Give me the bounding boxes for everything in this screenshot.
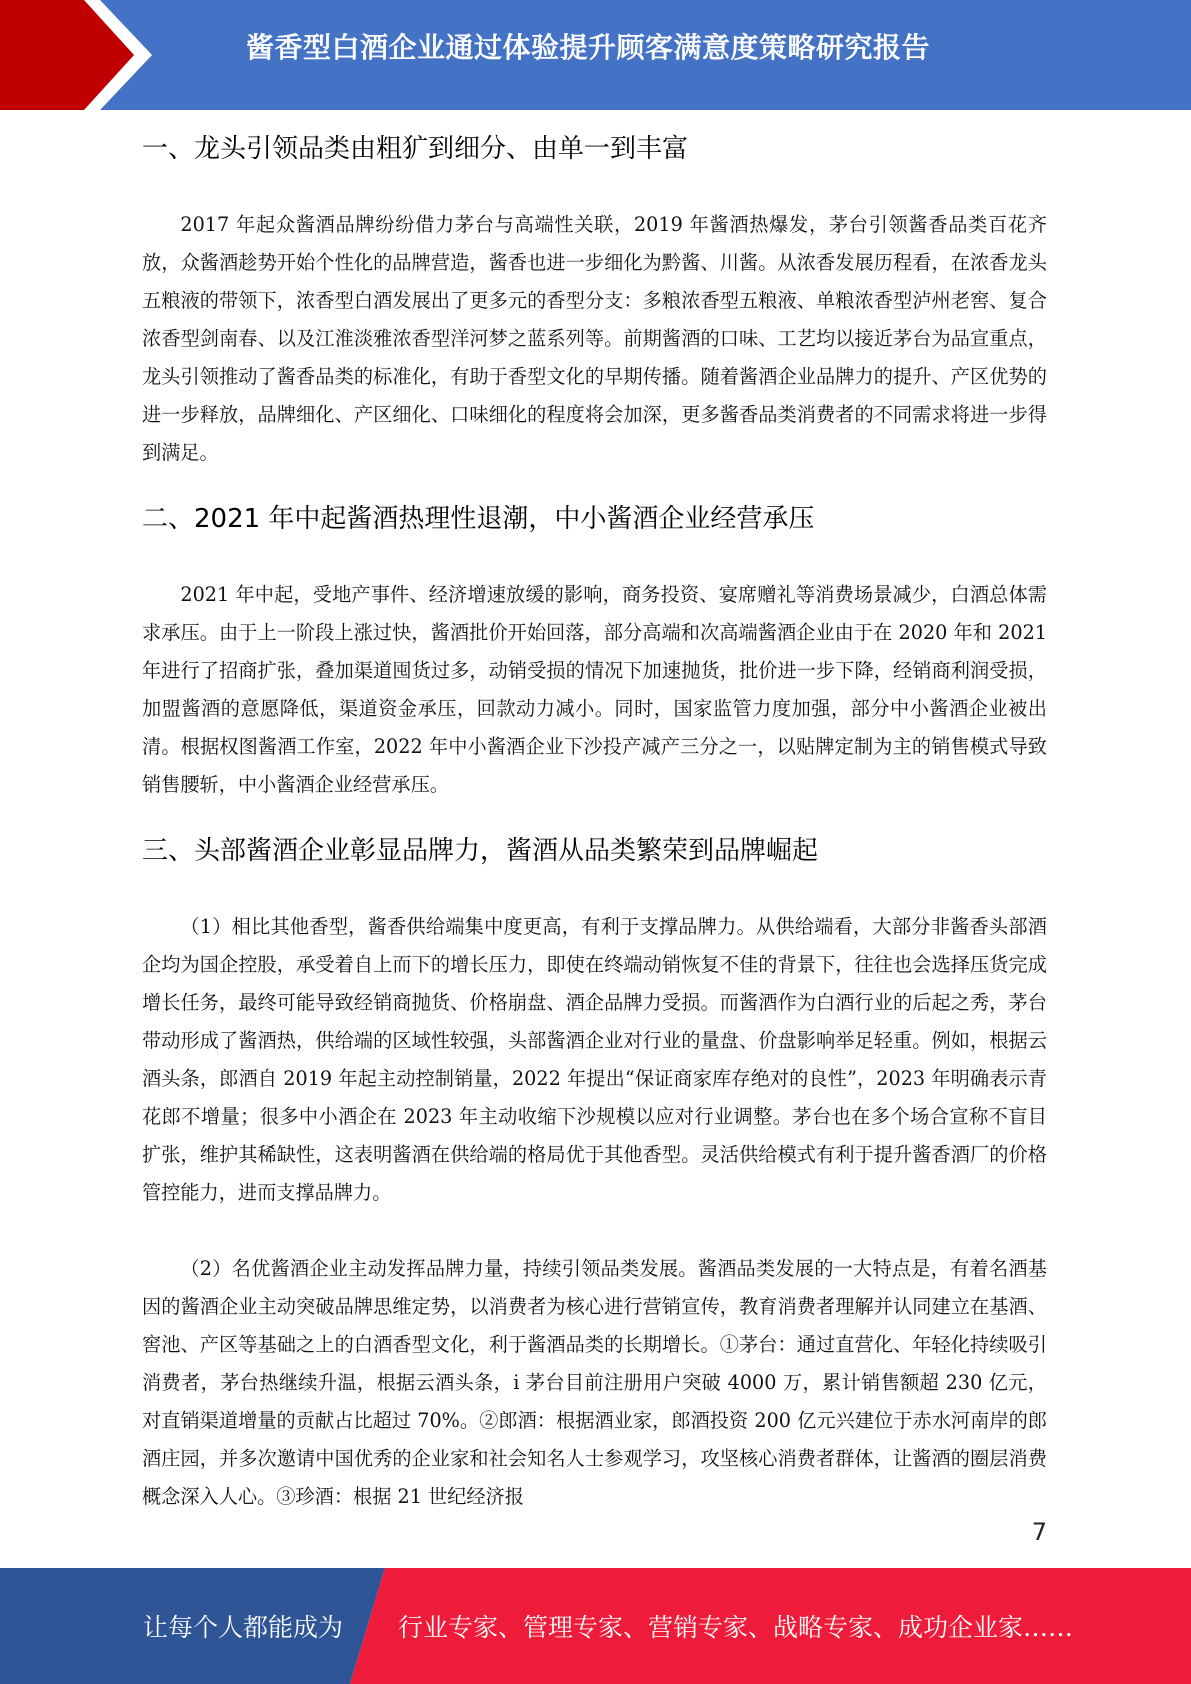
section-2-paragraph-1: 2021 年中起，受地产事件、经济增速放缓的影响，商务投资、宴席赠礼等消费场景减少，白酒总体需求承压。由于上一阶段上涨过快，酱酒批价开始回落，部分高端和次高端酱酒企业由于在 2020 年和 2021 年进行了招商扩张，叠加渠道囤货过多，动销受损的情况下加速抛货，批价进一步下降，经销商利润受损，加盟酱酒的意愿降低，渠道资金承压，回款动力减小。同时，国家监管力度加强，部分中小酱酒企业被出清。根据权图酱酒工作室，2022 年中小酱酒企业下沙投产减产三分之一，以贴牌定制为主的销售模式导致销售腰斩，中小酱酒企业经营承压。 [142, 583, 1047, 796]
section-1-paragraph-1: 2017 年起众酱酒品牌纷纷借力茅台与高端性关联，2019 年酱酒热爆发，茅台引领酱香品类百花齐放，众酱酒趁势开始个性化的品牌营造，酱香也进一步细化为黔酱、川酱。从浓香发展历程看，在浓香龙头五粮液的带领下，浓香型白酒发展出了更多元的香型分支：多粮浓香型五粮液、单粮浓香型泸州老窖、复合浓香型剑南春、以及江淮淡雅浓香型洋河梦之蓝系列等。前期酱酒的口味、工艺均以接近茅台为品宣重点，龙头引领推动了酱香品类的标准化，有助于香型文化的早期传播。随着酱酒企业品牌力的提升、产区优势的进一步释放，品牌细化、产区细化、口味细化的程度将会加深，更多酱香品类消费者的不同需求将进一步得到满足。 [142, 213, 1047, 464]
section-heading-1: 一、龙头引领品类由粗犷到细分、由单一到丰富 [142, 134, 689, 164]
section-heading-2: 二、2021 年中起酱酒热理性退潮，中小酱酒企业经营承压 [142, 504, 815, 534]
section-heading-3: 三、头部酱酒企业彰显品牌力，酱酒从品类繁荣到品牌崛起 [142, 836, 819, 866]
report-title: 酱香型白酒企业通过体验提升顾客满意度策略研究报告 [246, 31, 931, 64]
footer-band [0, 1568, 1191, 1684]
section-3-paragraph-1: （1）相比其他香型，酱香供给端集中度更高，有利于支撑品牌力。从供给端看，大部分非酱香头部酒企均为国企控股，承受着自上而下的增长压力，即使在终端动销恢复不佳的背景下，往往也会选择压货完成增长任务，最终可能导致经销商抛货、价格崩盘、酒企品牌力受损。而酱酒作为白酒行业的后起之秀，茅台带动形成了酱酒热，供给端的区域性较强，头部酱酒企业对行业的量盘、价盘影响举足轻重。例如，根据云酒头条，郎酒自 2019 年起主动控制销量，2022 年提出“保证商家库存绝对的良性”，2023 年明确表示青花郎不增量；很多中小酒企在 2023 年主动收缩下沙规模以应对行业调整。茅台也在多个场合宣称不盲目扩张，维护其稀缺性，这表明酱酒在供给端的格局优于其他香型。灵活供给模式有利于提升酱香酒厂的价格管控能力，进而支撑品牌力。 [142, 915, 1047, 1204]
footer-slogan-right: 行业专家、管理专家、营销专家、战略专家、成功企业家…… [398, 1613, 1074, 1642]
page-number: 7 [1031, 1518, 1047, 1546]
section-3-paragraph-2: （2）名优酱酒企业主动发挥品牌力量，持续引领品类发展。酱酒品类发展的一大特点是，有着名酒基因的酱酒企业主动突破品牌思维定势，以消费者为核心进行营销宣传，教育消费者理解并认同建立在基酒、窖池、产区等基础之上的白酒香型文化，利于酱酒品类的长期增长。①茅台：通过直营化、年轻化持续吸引消费者，茅台热继续升温，根据云酒头条，i 茅台目前注册用户突破 4000 万，累计销售额超 230 亿元，对直销渠道增量的贡献占比超过 70%。②郎酒：根据酒业家，郎酒投资 200 亿元兴建位于赤水河南岸的郎酒庄园，并多次邀请中国优秀的企业家和社会知名人士参观学习，攻坚核心消费者群体，让酱酒的圈层消费概念深入人心。③珍酒：根据 21 世纪经济报 [142, 1257, 1047, 1508]
main-content [142, 130, 1047, 1516]
footer-slogan-left: 让每个人都能成为 [143, 1613, 344, 1642]
header-band [0, 0, 1191, 110]
header-arrow-icon [0, 0, 160, 110]
